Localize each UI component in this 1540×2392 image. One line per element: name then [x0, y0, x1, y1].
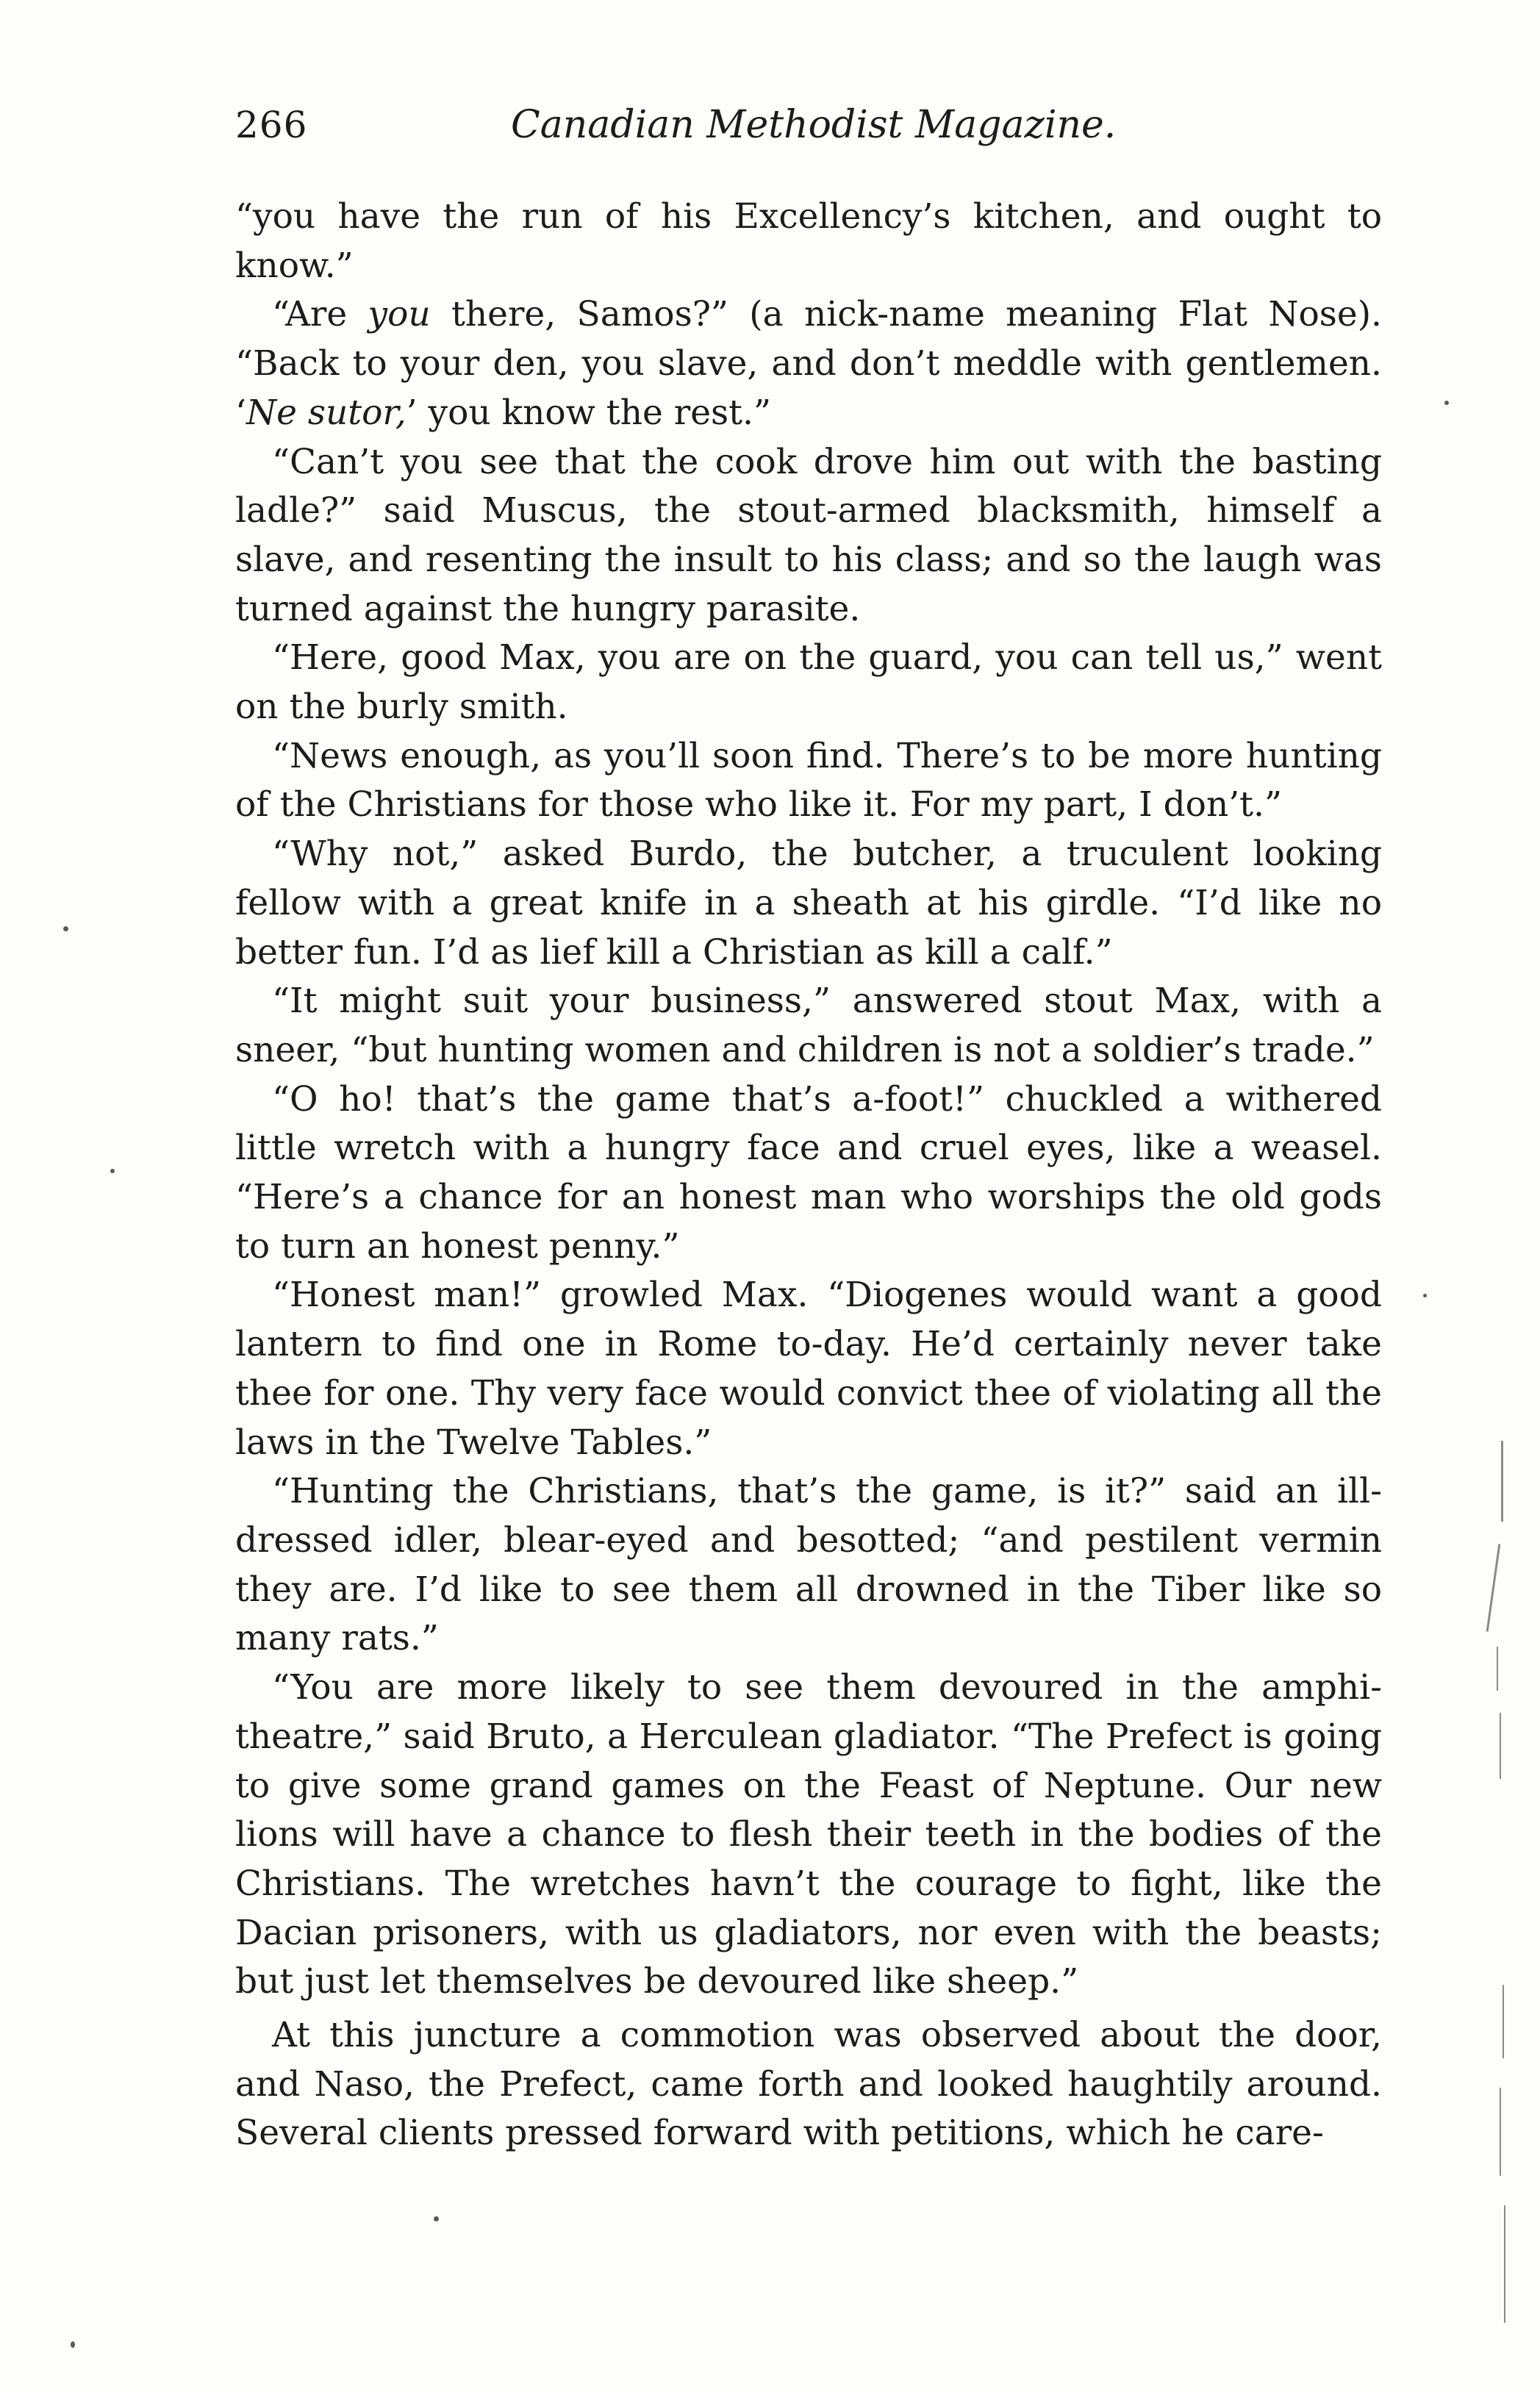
paragraph-text: “Can’t you see that the cook drove him out with the basting ladle?” said Muscus, the stout-armed blacksmith, himself a slave, and resenting the insult to his class; and so the laugh was turned against the hungry parasite. [235, 441, 1382, 629]
paragraph-p4 [235, 634, 1382, 731]
paragraph-text: “Hunting the Christians, that’s the game, is it?” said an ill-dressed idler, blear-eyed and besotted; “and pestilent vermin they are. I’d like to see them all drowned in the Tiber like so many rats.” [235, 1471, 1382, 1659]
page-number: 266 [235, 104, 308, 146]
paragraph-text: “O ho! that’s the game that’s a-foot!” chuckled a withered little wretch with a hungry face and cruel eyes, like a weasel. “Here’s a chance for an honest man who worships the old gods to turn an honest penny.” [235, 1078, 1382, 1267]
paragraph-p12 [235, 2011, 1382, 2158]
scan-speck [1423, 1294, 1427, 1297]
paragraph-text: “you have the run of his Excellency’s kitchen, and ought to know.” [235, 196, 1382, 286]
margin-mark [1500, 2088, 1501, 2176]
paragraph-text: “Why not,” asked Burdo, the butcher, a truculent looking fellow with a great knife in a sheath at his girdle. “I’d like no better fun. I’d as lief kill a Christian as kill a calf.” [235, 834, 1382, 973]
paragraph-text: “Are [272, 294, 368, 335]
margin-mark [1501, 1441, 1503, 1522]
italic-text: you [368, 294, 431, 335]
paragraph-text: there, Samos?” (a nick-name meaning Flat Nose). “Back to your den, you slave, and don’t meddle with gentlemen. ‘ [235, 294, 1382, 433]
paragraph-p11 [235, 1664, 1382, 2007]
scan-speck [71, 2341, 75, 2348]
paragraph-p9 [235, 1271, 1382, 1467]
paragraph-p5 [235, 732, 1382, 830]
body-text [235, 193, 1382, 2158]
paragraph-text: “Here, good Max, you are on the guard, you can tell us,” went on the burly smith. [235, 637, 1382, 728]
italic-text: Ne sutor, [246, 392, 407, 433]
paragraph-p6 [235, 830, 1382, 977]
paragraph-p1 [235, 193, 1382, 290]
paragraph-text: “News enough, as you’ll soon find. There’s to be more hunting of the Christians for those who like it. For my part, I don’t.” [235, 735, 1382, 826]
paragraph-text: ’ you know the rest.” [406, 392, 771, 433]
paragraph-p8 [235, 1075, 1382, 1272]
scan-speck [434, 2216, 439, 2221]
paragraph-text: “Honest man!” growled Max. “Diogenes would want a good lantern to find one in Rome to-day. He’d certainly never take thee for one. Thy very face would convict thee of violating all the laws in the Twelve Tables.” [235, 1275, 1382, 1463]
scan-speck [63, 926, 68, 931]
paragraph-p10 [235, 1467, 1382, 1664]
paragraph-text: At this juncture a commotion was observed about the door, and Naso, the Prefect, came forth and looked haughtily around. Several clients pressed forward with petitions, which he care- [235, 2015, 1382, 2154]
paragraph-p7 [235, 977, 1382, 1075]
page-header [235, 103, 1382, 169]
running-title: Canadian Methodist Magazine. [511, 103, 1117, 147]
margin-mark [1486, 1544, 1501, 1631]
paragraph-text: “You are more likely to see them devoured in the amphitheatre,” said Bruto, a Herculean gladiator. “The Prefect is going to give some grand games on the Feast of Neptune. Our new lions will have a chance to flesh their teeth in the bodies of the Christians. The wretches havn’t the courage to fight, like the Dacian prisoners, with us gladiators, nor even with the beasts; but just let themselves be devoured like sheep.” [235, 1667, 1382, 2002]
margin-mark [1500, 1713, 1501, 1779]
paragraph-text: “It might suit your business,” answered stout Max, with a sneer, “but hunting women and children is not a soldier’s trade.” [235, 981, 1382, 1070]
scan-speck [110, 1169, 115, 1173]
paragraph-p3 [235, 438, 1382, 634]
margin-mark [1504, 2205, 1505, 2323]
paragraph-p2 [235, 290, 1382, 437]
scan-speck [1444, 401, 1449, 405]
margin-mark [1503, 1985, 1504, 2058]
margin-mark [1497, 1647, 1498, 1691]
